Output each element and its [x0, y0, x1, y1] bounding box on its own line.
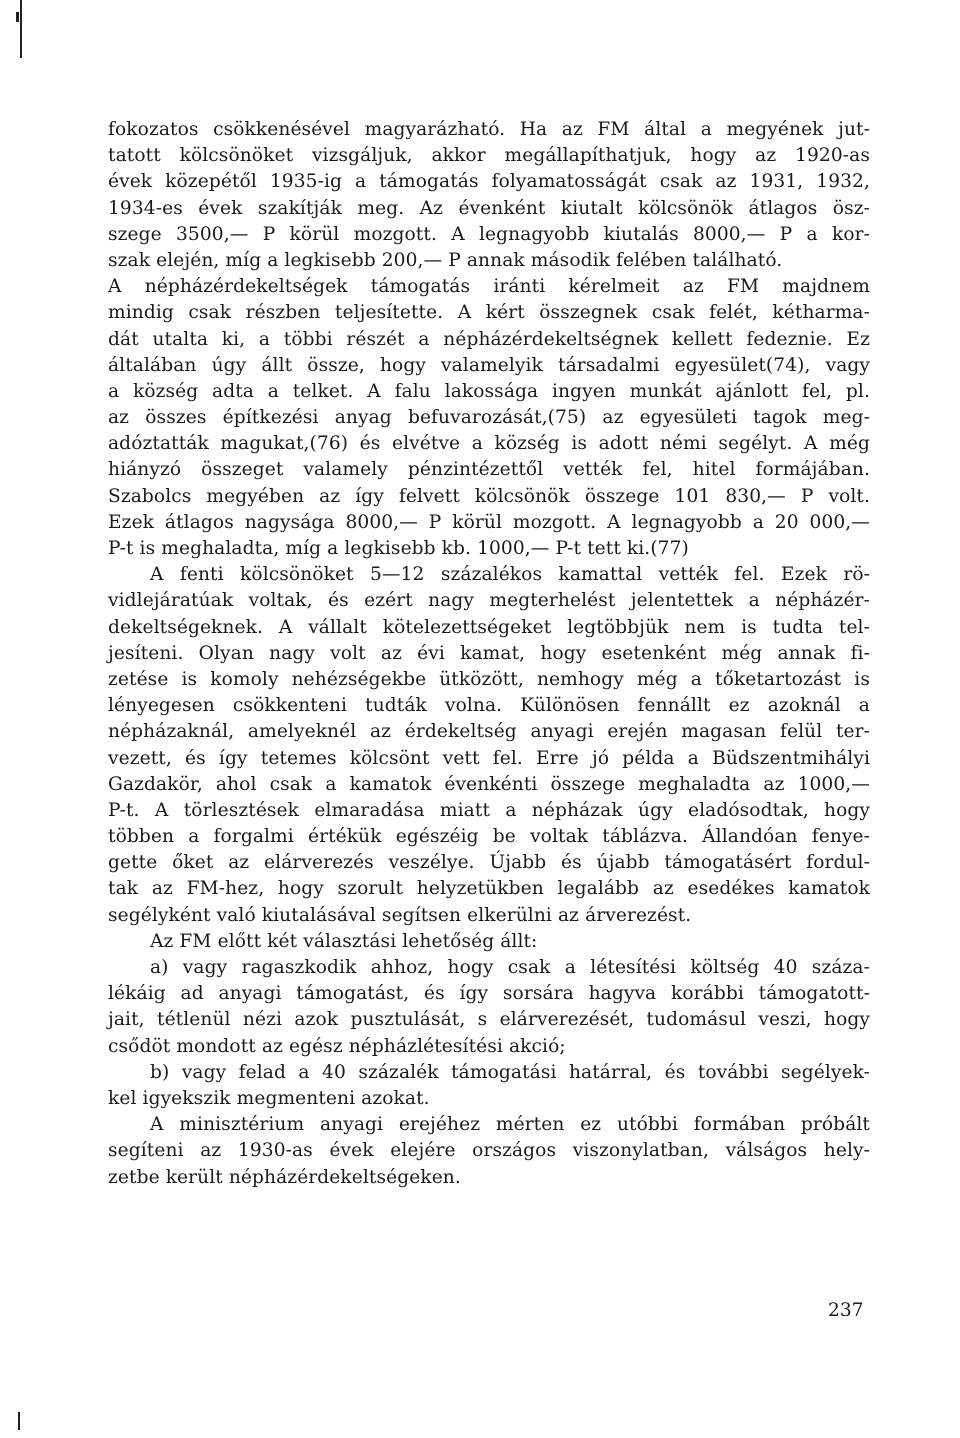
text-line: zetése is komoly nehézségekbe ütközött, nemhogy még a tőketartozást is — [108, 668, 870, 690]
text-line: dekeltségeknek. A vállalt kötelezettségeket legtöbbjük nem is tudta tel- — [108, 616, 870, 638]
page-number: 237 — [828, 1300, 864, 1321]
text-line: mindig csak részben teljesítette. A kért összegnek csak felét, kétharma- — [108, 302, 870, 324]
text-line: Az FM előtt két választási lehetőség állt: — [150, 930, 538, 952]
body-text — [108, 117, 870, 1191]
text-line: b) vagy felad a 40 százalék támogatási határral, és további segélyek- — [150, 1061, 870, 1083]
text-line: szak elején, míg a legkisebb 200,— P annak második felében található. — [108, 249, 783, 271]
text-line: jait, tétlenül nézi azok pusztulását, s elárverezését, tudomásul veszi, hogy — [108, 1009, 870, 1031]
text-line: évek közepétől 1935-ig a támogatás folyamatosságát csak az 1931, 1932, — [108, 171, 870, 193]
text-line: A népházérdekeltségek támogatás iránti kérelmeit az FM majdnem — [108, 276, 870, 298]
text-line: segélyként való kiutalásával segítsen elkerülni az árverezést. — [108, 904, 692, 926]
text-line: hiányzó összeget valamely pénzintézettől vették fel, hitel formájában. — [108, 459, 870, 481]
text-line: Ezek átlagos nagysága 8000,— P körül mozgott. A legnagyobb a 20 000,— — [108, 511, 870, 533]
scan-mark-top — [20, 0, 22, 58]
text-line: vidlejáratúak voltak, és ezért nagy megterhelést jelentettek a népházér- — [108, 590, 870, 612]
scan-mark-top-speck — [16, 12, 19, 22]
text-line: a) vagy ragaszkodik ahhoz, hogy csak a létesítési költség 40 száza- — [150, 957, 870, 978]
text-line: szege 3500,— P körül mozgott. A legnagyobb kiutalás 8000,— P a kor- — [108, 223, 870, 245]
text-line: P-t is meghaladta, míg a legkisebb kb. 1000,— P-t tett ki.(77) — [108, 538, 689, 559]
text-line: általában úgy állt össze, hogy valamelyik társadalmi egyesület(74), vagy — [108, 354, 870, 376]
text-line: tak az FM-hez, hogy szorult helyzetükben legalább az esedékes kamatok — [108, 878, 870, 900]
text-line: P-t. A törlesztések elmaradása miatt a népházak úgy eladósodtak, hogy — [108, 799, 870, 821]
text-line: Gazdakör, ahol csak a kamatok évenkénti összege meghaladta az 1000,— — [108, 773, 870, 795]
text-line: A fenti kölcsönöket 5—12 százalékos kamattal vették fel. Ezek rö- — [150, 564, 870, 586]
text-line: fokozatos csökkenésével magyarázható. Ha az FM által a megyének jut- — [108, 119, 870, 140]
text-line: gette őket az elárverezés veszélye. Újabb és újabb támogatásért fordul- — [108, 852, 870, 874]
text-line: népházaknál, amelyeknél az érdekeltség anyagi erején magasan felül ter- — [108, 721, 870, 743]
text-line: adóztatták magukat,(76) és elvétve a község is adott némi segélyt. A még — [108, 433, 870, 455]
text-line: az összes építkezési anyag befuvarozását,(75) az egyesületi tagok meg- — [108, 407, 870, 429]
text-line: segíteni az 1930-as évek elejére országos viszonylatban, válságos hely- — [108, 1140, 870, 1162]
text-line: Szabolcs megyében az így felvett kölcsönök összege 101 830,— P volt. — [108, 485, 870, 507]
text-line: kel igyekszik megmenteni azokat. — [108, 1087, 430, 1109]
text-line: dát utalta ki, a többi részét a népházérdekeltségnek kellett fedeznie. Ez — [108, 328, 870, 350]
text-line: A minisztérium anyagi erejéhez mérten ez utóbbi formában próbált — [150, 1114, 870, 1136]
text-line: zetbe került népházérdekeltségeken. — [108, 1166, 461, 1188]
text-line: többen a forgalmi értékük egészéig be voltak táblázva. Állandóan fenye- — [108, 826, 870, 848]
scan-mark-bottom — [18, 1412, 20, 1430]
text-line: vezett, és így tetemes kölcsönt vett fel. Erre jó példa a Büdszentmihályi — [108, 747, 870, 769]
text-line: lényegesen csökkenteni tudták volna. Különösen fennállt ez azoknál a — [108, 695, 870, 717]
text-line: lékáig ad anyagi támogatást, és így sorsára hagyva korábbi támogatott- — [108, 983, 870, 1005]
text-line: jesíteni. Olyan nagy volt az évi kamat, hogy esetenként még annak fi- — [108, 642, 870, 664]
text-line: csődöt mondott az egész népházlétesítési akció; — [108, 1035, 566, 1057]
text-line: 1934-es évek szakítják meg. Az évenként kiutalt kölcsönök átlagos ösz- — [108, 197, 870, 219]
text-line: tatott kölcsönöket vizsgáljuk, akkor megállapíthatjuk, hogy az 1920-as — [108, 145, 870, 167]
text-line: a község adta a telket. A falu lakossága ingyen munkát ajánlott fel, pl. — [108, 380, 870, 402]
